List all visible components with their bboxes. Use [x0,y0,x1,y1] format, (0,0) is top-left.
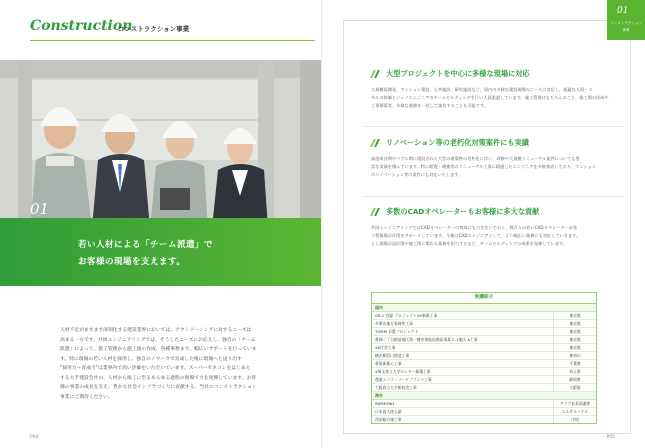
project-location: 中国 [553,416,596,423]
table-row [372,368,596,376]
tab-label-1: コンストラクション [609,21,643,25]
feature-title: 大型プロジェクトを中心に多様な現場に対応 [386,69,530,78]
slash-icon [371,208,381,216]
project-name: GR-1 官邸 プロジェクトXX新築工事 [375,313,438,318]
feature-line: とし現場の設計図や施工図に関わる業務を担当するなど、チームビルディングの成果を発揮しています。 [371,240,568,246]
header-rule [30,40,315,41]
table-group-overseas: 海外 [372,392,596,400]
project-location: 東京都 [553,320,596,327]
intro-line: "採用力＋育成力"は業界内で高い評価をいただいています。スーパーゼネコンをはじめと [60,366,251,371]
table-title: 実績紹介 [372,293,596,304]
table-row [372,344,596,352]
feature-title: 多数のCADオペレーターもお客様に多大な貢献 [386,207,540,216]
project-name: TOMM 京葉プロジェクト [375,329,419,334]
band-number: 01 [30,200,50,218]
project-location: 静岡県 [553,376,596,383]
right-page [323,0,645,448]
section-divider [363,196,625,197]
feature-body [371,155,616,178]
table-row [372,376,596,384]
project-location: 埼玉県 [553,368,596,375]
feature-body [371,224,616,247]
feature-line: キルの体制とジェノエンジニアのチームビルディングを行い人員派遣しています。施工管理はもちろんのこと、施工図の作成や [371,94,609,100]
band-tagline-line-1: 若い人材による「チーム派遣」で [78,240,214,250]
band-tagline [78,237,213,271]
project-location: 大阪府 [553,384,596,391]
project-location: エルサルバドル [553,408,596,415]
feature-body [371,86,616,109]
table-row [372,360,596,368]
table-row [372,408,596,416]
feature-title: リノベーション等の老朽化対策案件にも実績 [386,138,529,147]
project-name: 横浜駅西口開発工事 [375,353,410,358]
feature-line: のリノベーション等の案件にも対応いたします。 [371,171,463,177]
feature-line: 富な実績を積んでいます。特に耐震・補強等のリニューアル工事に精通したエンジニアを多数育成しており、マンション [371,163,597,169]
intro-line: 人材不足がますます深刻化する建設業界においては、アウトソーシングに対するニーズは [60,328,252,333]
project-name: 豊洲二丁目駅前地区第一種市街地再開発事業２-1地区 A工事 [375,337,478,342]
project-location: 東京都 [553,336,596,343]
project-location: 東京都 [553,328,596,335]
page-number-right: P05 [606,435,615,440]
project-location: 東京都 [553,344,596,351]
table-row [372,312,596,320]
slash-icon [371,139,381,147]
left-page [0,0,322,448]
table-row [372,336,596,344]
project-name: 日本国大使公邸 [375,409,402,414]
intro-line: 派遣」によって、施工管理から施工図の作成、各種事務まで、幅広いサポートを行っていま [60,347,257,352]
tab-label-2: 事業 [622,28,630,32]
section-tab [607,0,645,40]
intro-line: 事業にご期待ください。 [60,394,113,400]
feature-line: 工程現場の作図をサポートしています。今後はCADエンジニアとして、より幅広い業務にも対応していきます。 [371,232,581,238]
project-location: 神奈川 [553,352,596,359]
project-name: 大阪府立大学新校舎工事 [375,385,417,390]
feature-section-2 [371,137,616,178]
section-title-ja: コンストラクション事業 [118,25,190,33]
feature-section-3 [371,206,616,247]
intro-line: 様の事業の成長を支え、豊かな社会インフラづくりに貢献する、当社のコンストラクション [60,385,257,390]
project-location: 千葉県 [553,360,596,367]
feature-section-1 [371,68,616,109]
project-name: 多摩川地方事務所工事 [375,321,413,326]
table-row [372,400,596,408]
section-divider [363,126,625,127]
project-name: RAYMOND [375,401,395,406]
achievements-table [371,292,597,424]
feature-line: 大規模再開発、マンション建設、公共施設、研究施設など、国内の多様な建設現場のニーズに対応し、最適な人員・ス [371,87,593,92]
project-name: 西安総合施工事 [375,417,402,422]
project-name: 幕張新都心工事 [375,361,402,366]
table-row [372,328,596,336]
page-number-left: P04 [30,435,39,440]
section-title-en: Construction [30,18,133,34]
table-row [372,352,596,360]
project-location: アラブ首長国連邦 [553,400,596,407]
feature-line: 高度成長期やバブル期に建設された大型の建築物の老朽化に伴い、改修や大規模リニューアル案件についても豊 [371,156,580,161]
table-row [372,416,596,423]
table-group-domestic: 国内 [372,304,596,312]
slash-icon [371,70,381,78]
intro-paragraph [60,326,270,402]
project-location: 東京都 [553,312,596,319]
project-name: XX庁舎工事 [375,345,396,350]
intro-line: す。特に現場の若い人材を採用し、独自のノウハウで育成した後に現場へと送り出す [60,356,242,362]
feature-line: 共同エンジニアリングではCADオペレーターの育成にも力を注いでおり、数百人の若いCADオペレーターが各 [371,225,578,230]
table-row [372,320,596,328]
project-name: 農業エコラ・フードプラント工事 [375,377,432,382]
project-name: X埼玉県立大学センター新築工事 [375,369,431,374]
intro-line: する大手建設会社の、人材から竣工に至るあらゆる過程の現場で力を発揮しています。お客 [60,375,257,381]
tab-number: 01 [617,6,629,16]
intro-line: 高まる一方です。共同エンジニアリングでは、そうしたニーズにお応えし、独自の「チーム [60,337,256,343]
band-tagline-line-2: お客様の現場を支えます。 [78,257,186,267]
table-row [372,384,596,392]
feature-line: 工事積算等、多様な業務を一括して請負することも可能です。 [371,102,488,108]
